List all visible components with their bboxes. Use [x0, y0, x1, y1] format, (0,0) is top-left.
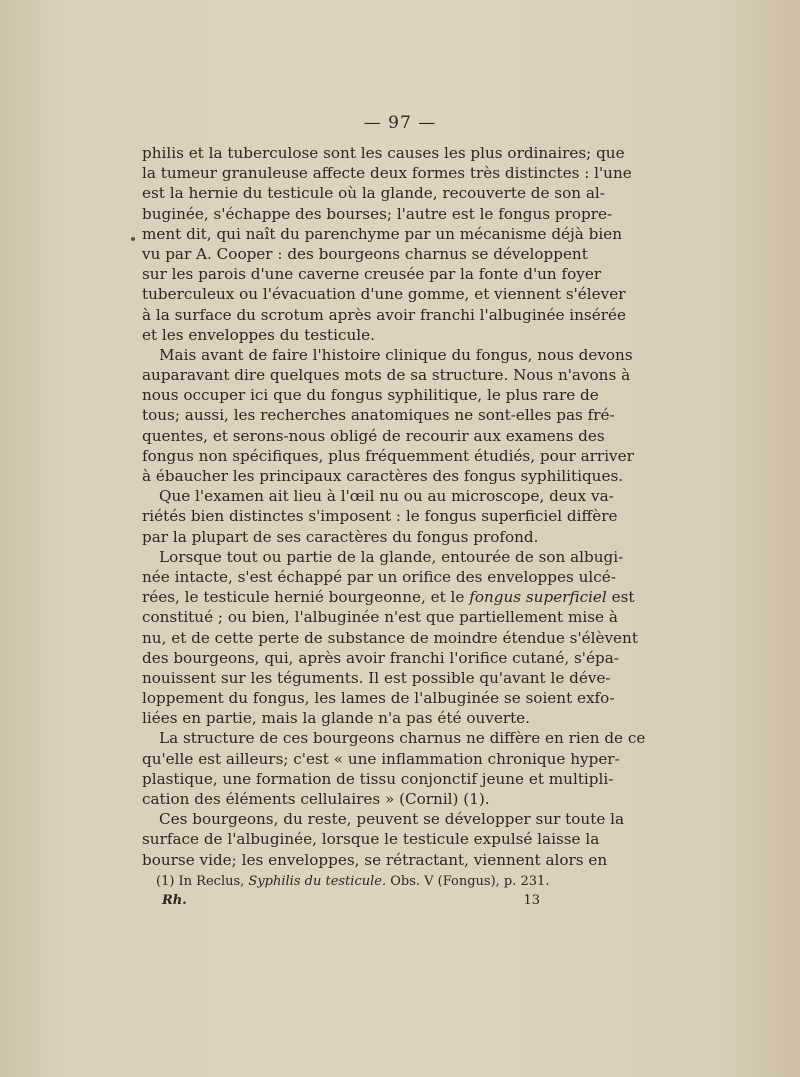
text-line: tuberculeux ou l'évacuation d'une gomme, et viennent s'élever [142, 285, 626, 304]
text-line: Mais avant de faire l'histoire clinique du fongus, nous devons [159, 345, 633, 364]
text-line: riétés bien distinctes s'imposent : le fongus superficiel diffère [142, 507, 618, 526]
text-line: auparavant dire quelques mots de sa structure. Nous n'avons à [142, 366, 631, 385]
text-line: et les enveloppes du testicule. [142, 325, 375, 344]
text-line: la tumeur granuleuse affecte deux formes très distinctes : l'une [142, 164, 632, 183]
ink-speck [131, 237, 135, 241]
signature-number: 13 [523, 893, 540, 908]
text-line: des bourgeons, qui, après avoir franchi l'orifice cutané, s'épa- [142, 648, 619, 667]
text-line: Ces bourgeons, du reste, peuvent se développer sur toute la [159, 810, 625, 829]
text-segment: est [606, 588, 635, 607]
text-line: par la plupart de ses caractères du fongus profond. [142, 527, 539, 546]
text-line: nous occuper ici que du fongus syphilitique, le plus rare de [142, 386, 599, 405]
text-segment: rées, le testicule hernié bourgeonne, et le [142, 588, 470, 607]
signature-line [156, 891, 540, 910]
text-line: surface de l'albuginée, lorsque le testicule expulsé laisse la [142, 830, 600, 849]
footnote-title: Syphilis du testicule. [248, 874, 387, 889]
text-line [142, 587, 635, 607]
text-line: La structure de ces bourgeons charnus ne diffère en rien de ce [159, 729, 646, 748]
text-line: constitué ; ou bien, l'albuginée n'est que partiellement mise à [142, 608, 618, 627]
text-line: à ébaucher les principaux caractères des fongus syphilitiques. [142, 467, 624, 485]
body-text [142, 143, 646, 870]
footnote-marker: (1) In Reclus, [156, 874, 249, 889]
text-line: nouissent sur les téguments. Il est possible qu'avant le déve- [142, 668, 611, 687]
signature-mark: Rh. [162, 893, 187, 908]
text-line: Lorsque tout ou partie de la glande, entourée de son albugi- [159, 547, 624, 566]
text-line: liées en partie, mais la glande n'a pas été ouverte. [142, 709, 530, 728]
footnotes [156, 872, 550, 910]
text-line: philis et la tuberculose sont les causes les plus ordinaires; que [142, 144, 625, 162]
footnote-rest: Obs. V (Fongus), p. 231. [386, 874, 550, 889]
text-line: fongus non spécifiques, plus fréquemment étudiés, pour arriver [142, 446, 634, 465]
text-line: qu'elle est ailleurs; c'est « une inflammation chronique hyper- [142, 749, 620, 768]
text-line: nu, et de cette perte de substance de moindre étendue s'élèvent [142, 628, 638, 647]
text-line: sur les parois d'une caverne creusée par la fonte d'un foyer [142, 265, 602, 284]
italic-term: fongus superficiel [469, 588, 607, 607]
text-line: plastique, une formation de tissu conjonctif jeune et multipli- [142, 769, 614, 788]
text-line: buginée, s'échappe des bourses; l'autre est le fongus propre- [142, 204, 613, 223]
text-line: bourse vide; les enveloppes, se rétractant, viennent alors en [142, 850, 608, 869]
text-line: quentes, et serons-nous obligé de recourir aux examens des [142, 426, 605, 445]
footnote [156, 872, 550, 891]
text-line: née intacte, s'est échappé par un orifice des enveloppes ulcé- [142, 567, 616, 586]
text-line: vu par A. Cooper : des bourgeons charnus se développent [142, 244, 588, 263]
text-line: Que l'examen ait lieu à l'œil nu ou au microscope, deux va- [159, 487, 614, 506]
text-line: cation des éléments cellulaires » (Cornil) (1). [142, 790, 490, 808]
text-line: tous; aussi, les recherches anatomiques ne sont-elles pas fré- [142, 406, 615, 425]
text-line: est la hernie du testicule où la glande, recouverte de son al- [142, 184, 605, 203]
text-line: ment dit, qui naît du parenchyme par un mécanisme déjà bien [142, 224, 622, 243]
page-number: — 97 — [363, 113, 437, 133]
text-line: à la surface du scrotum après avoir franchi l'albuginée insérée [142, 305, 626, 324]
text-line: loppement du fongus, les lames de l'albuginée se soient exfo- [142, 689, 615, 708]
